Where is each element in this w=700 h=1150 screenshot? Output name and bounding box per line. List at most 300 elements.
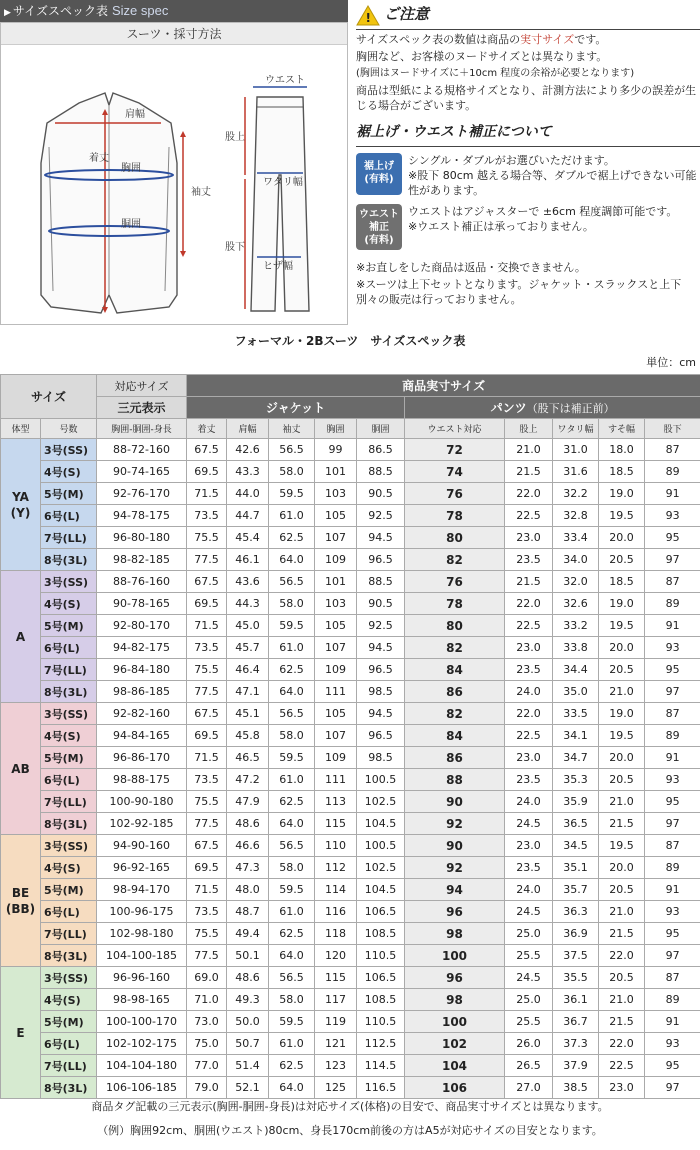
table-cell: 98.5: [357, 681, 405, 703]
table-cell: 5号(M): [41, 879, 97, 901]
triangle-icon: ▶: [4, 8, 11, 18]
table-cell: 45.4: [227, 527, 269, 549]
table-cell: 67.5: [187, 439, 227, 461]
table-cell: 104: [405, 1055, 505, 1077]
table-cell: 19.0: [599, 593, 645, 615]
table-cell: 3号(SS): [41, 703, 97, 725]
table-cell: 69.5: [187, 593, 227, 615]
table-cell: 58.0: [269, 593, 315, 615]
table-cell: 88-76-160: [97, 571, 187, 593]
table-cell: 33.2: [553, 615, 599, 637]
table-cell: 23.0: [505, 747, 553, 769]
note-return: ※お直しをした商品は返品・交換できません。: [356, 261, 586, 274]
table-cell: 37.9: [553, 1055, 599, 1077]
table-cell: 59.5: [269, 1011, 315, 1033]
table-cell: 94.5: [357, 703, 405, 725]
table-cell: 52.1: [227, 1077, 269, 1099]
table-cell: 97: [645, 681, 700, 703]
table-cell: 23.5: [505, 857, 553, 879]
table-cell: 49.4: [227, 923, 269, 945]
table-cell: 32.2: [553, 483, 599, 505]
table-cell: 72: [405, 439, 505, 461]
table-row: [1, 791, 700, 813]
table-cell: 21.0: [505, 439, 553, 461]
table-cell: 43.3: [227, 461, 269, 483]
table-cell: 5号(M): [41, 615, 97, 637]
table-cell: 49.3: [227, 989, 269, 1011]
table-cell: 24.5: [505, 967, 553, 989]
table-cell: 98-86-185: [97, 681, 187, 703]
table-cell: 48.7: [227, 901, 269, 923]
body-type-cell: YA (Y): [1, 439, 41, 571]
table-cell: 94.5: [357, 527, 405, 549]
col-size: サイズ: [1, 375, 97, 419]
table-row: [1, 1055, 700, 1077]
table-cell: 62.5: [269, 791, 315, 813]
table-cell: 36.9: [553, 923, 599, 945]
table-cell: 82: [405, 703, 505, 725]
col-jissun: 商品実寸サイズ: [187, 375, 700, 397]
table-cell: 107: [315, 527, 357, 549]
table-row: [1, 593, 700, 615]
table-cell: 20.0: [599, 857, 645, 879]
table-row: [1, 879, 700, 901]
table-cell: 97: [645, 813, 700, 835]
table-row: [1, 1011, 700, 1033]
table-cell: 8号(3L): [41, 549, 97, 571]
table-cell: 76: [405, 483, 505, 505]
table-cell: 98: [405, 923, 505, 945]
table-cell: 45.1: [227, 703, 269, 725]
table-cell: 98-98-165: [97, 989, 187, 1011]
table-row: [1, 769, 700, 791]
table-cell: 45.8: [227, 725, 269, 747]
table-cell: 56.5: [269, 439, 315, 461]
label-munemawari: 胸囲: [121, 163, 141, 174]
table-cell: 88.5: [357, 571, 405, 593]
table-cell: 98-88-175: [97, 769, 187, 791]
table-cell: 6号(L): [41, 505, 97, 527]
table-cell: 21.0: [599, 989, 645, 1011]
table-cell: 95: [645, 791, 700, 813]
table-cell: 74: [405, 461, 505, 483]
table-cell: 76: [405, 571, 505, 593]
table-cell: 111: [315, 769, 357, 791]
table-cell: 5号(M): [41, 747, 97, 769]
table-cell: 103: [315, 593, 357, 615]
table-cell: 20.5: [599, 659, 645, 681]
table-cell: 75.5: [187, 527, 227, 549]
table-cell: 115: [315, 967, 357, 989]
hemming-title: 裾上げ・ウエスト補正について: [356, 125, 700, 147]
table-cell: 71.0: [187, 989, 227, 1011]
table-cell: 21.0: [599, 901, 645, 923]
table-cell: 75.5: [187, 659, 227, 681]
table-cell: 20.5: [599, 879, 645, 901]
table-cell: 34.4: [553, 659, 599, 681]
table-cell: 35.1: [553, 857, 599, 879]
label-hizahaba: ヒザ幅: [263, 261, 293, 272]
table-cell: 7号(LL): [41, 923, 97, 945]
table-cell: 75.5: [187, 923, 227, 945]
table-cell: 24.0: [505, 791, 553, 813]
table-cell: 98: [405, 989, 505, 1011]
col-matashita: 股下: [645, 419, 700, 439]
notice-title-row: [356, 0, 700, 30]
table-row: [1, 967, 700, 989]
col-pants: パンツ（股下は補正前）: [405, 397, 700, 419]
table-cell: 105: [315, 615, 357, 637]
table-cell: 104.5: [357, 813, 405, 835]
table-cell: 61.0: [269, 637, 315, 659]
table-cell: 96-80-180: [97, 527, 187, 549]
table-cell: 94.5: [357, 637, 405, 659]
table-cell: 86: [405, 681, 505, 703]
table-cell: 64.0: [269, 681, 315, 703]
table-cell: 103: [315, 483, 357, 505]
table-cell: 94-84-165: [97, 725, 187, 747]
unit-label: 単位：cm: [646, 356, 696, 369]
table-cell: 64.0: [269, 549, 315, 571]
table-cell: 113: [315, 791, 357, 813]
table-cell: 18.5: [599, 461, 645, 483]
table-cell: 92-80-170: [97, 615, 187, 637]
col-gousu: 号数: [41, 419, 97, 439]
table-cell: 56.5: [269, 571, 315, 593]
table-cell: 43.6: [227, 571, 269, 593]
table-cell: 64.0: [269, 945, 315, 967]
table-cell: 99: [315, 439, 357, 461]
table-cell: 21.5: [505, 571, 553, 593]
table-row: [1, 681, 700, 703]
col-sodetake: 袖丈: [269, 419, 315, 439]
table-cell: 67.5: [187, 835, 227, 857]
table-cell: 47.1: [227, 681, 269, 703]
table-cell: 100.5: [357, 769, 405, 791]
table-cell: 75.5: [187, 791, 227, 813]
table-cell: 92: [405, 857, 505, 879]
table-cell: 36.3: [553, 901, 599, 923]
table-cell: 50.1: [227, 945, 269, 967]
table-cell: 77.0: [187, 1055, 227, 1077]
table-cell: 77.5: [187, 813, 227, 835]
table-cell: 20.5: [599, 967, 645, 989]
table-cell: 101: [315, 461, 357, 483]
table-cell: 93: [645, 505, 700, 527]
col-kitake: 着丈: [187, 419, 227, 439]
table-cell: 31.6: [553, 461, 599, 483]
table-row: [1, 747, 700, 769]
table-cell: 71.5: [187, 879, 227, 901]
table-cell: 102.5: [357, 791, 405, 813]
table-row: [1, 989, 700, 1011]
table-cell: 88: [405, 769, 505, 791]
table-cell: 21.5: [599, 923, 645, 945]
table-cell: 20.5: [599, 549, 645, 571]
table-cell: 48.6: [227, 967, 269, 989]
table-cell: 47.2: [227, 769, 269, 791]
table-cell: 108.5: [357, 989, 405, 1011]
table-cell: 20.0: [599, 747, 645, 769]
table-cell: 96: [405, 901, 505, 923]
table-cell: 59.5: [269, 879, 315, 901]
table-cell: 109: [315, 659, 357, 681]
table-cell: 75.0: [187, 1033, 227, 1055]
table-cell: 25.0: [505, 923, 553, 945]
col-sangen-sub: 胸囲-胴囲-身長: [97, 419, 187, 439]
table-cell: 6号(L): [41, 637, 97, 659]
table-cell: 21.0: [599, 681, 645, 703]
table-cell: 90.5: [357, 593, 405, 615]
table-cell: 87: [645, 439, 700, 461]
table-cell: 87: [645, 703, 700, 725]
table-cell: 100-100-170: [97, 1011, 187, 1033]
table-cell: 97: [645, 549, 700, 571]
table-cell: 37.3: [553, 1033, 599, 1055]
table-cell: 22.5: [505, 725, 553, 747]
table-row: [1, 439, 700, 461]
table-cell: 112.5: [357, 1033, 405, 1055]
table-cell: 77.5: [187, 945, 227, 967]
table-cell: 27.0: [505, 1077, 553, 1099]
table-cell: 7号(LL): [41, 659, 97, 681]
table-cell: 31.0: [553, 439, 599, 461]
table-cell: 111: [315, 681, 357, 703]
table-cell: 96-84-180: [97, 659, 187, 681]
table-cell: 56.5: [269, 835, 315, 857]
table-cell: 79.0: [187, 1077, 227, 1099]
table-cell: 92: [405, 813, 505, 835]
table-row: [1, 813, 700, 835]
table-cell: 102-98-180: [97, 923, 187, 945]
table-cell: 89: [645, 857, 700, 879]
table-cell: 73.5: [187, 901, 227, 923]
table-row: [1, 1033, 700, 1055]
table-cell: 73.0: [187, 1011, 227, 1033]
table-cell: 35.7: [553, 879, 599, 901]
table-cell: 62.5: [269, 1055, 315, 1077]
table-cell: 69.5: [187, 857, 227, 879]
table-cell: 21.5: [599, 1011, 645, 1033]
table-cell: 120: [315, 945, 357, 967]
table-cell: 94-78-175: [97, 505, 187, 527]
table-cell: 22.5: [599, 1055, 645, 1077]
table-cell: 96-96-160: [97, 967, 187, 989]
table-cell: 121: [315, 1033, 357, 1055]
table-cell: 96.5: [357, 659, 405, 681]
notice-line-2: 胸囲など、お客様のヌードサイズとは異なります。: [356, 50, 608, 63]
table-cell: 90.5: [357, 483, 405, 505]
table-cell: 58.0: [269, 857, 315, 879]
measurement-panel: [0, 22, 348, 325]
table-cell: 101: [315, 571, 357, 593]
table-row: [1, 571, 700, 593]
table-cell: 73.5: [187, 505, 227, 527]
table-cell: 92-76-170: [97, 483, 187, 505]
waist-badge: ウエスト 補正 (有料): [356, 204, 402, 250]
table-cell: 110.5: [357, 945, 405, 967]
table-cell: 67.5: [187, 703, 227, 725]
table-cell: 35.0: [553, 681, 599, 703]
notice-line-1: サイズスペック表の数値は商品の実寸サイズです。: [356, 33, 607, 46]
table-cell: 105: [315, 703, 357, 725]
table-cell: 100-96-175: [97, 901, 187, 923]
table-cell: 33.4: [553, 527, 599, 549]
table-cell: 44.3: [227, 593, 269, 615]
col-munemawari: 胸囲: [315, 419, 357, 439]
label-douimawari: 胴囲: [121, 219, 141, 230]
size-spec-table: [0, 374, 700, 1099]
table-cell: 58.0: [269, 461, 315, 483]
table-row: [1, 703, 700, 725]
suit-diagram: [1, 45, 347, 325]
notice-title: ご注意: [384, 5, 430, 23]
table-cell: 51.4: [227, 1055, 269, 1077]
col-waist: ウエスト対応: [405, 419, 505, 439]
table-cell: 71.5: [187, 615, 227, 637]
table-cell: 20.0: [599, 527, 645, 549]
table-cell: 47.3: [227, 857, 269, 879]
table-row: [1, 857, 700, 879]
table-cell: 104-100-185: [97, 945, 187, 967]
table-cell: 119: [315, 1011, 357, 1033]
table-cell: 61.0: [269, 769, 315, 791]
table-cell: 36.5: [553, 813, 599, 835]
table-cell: 80: [405, 615, 505, 637]
table-cell: 25.5: [505, 1011, 553, 1033]
table-cell: 4号(S): [41, 725, 97, 747]
table-cell: 22.0: [599, 1033, 645, 1055]
table-cell: 94-90-160: [97, 835, 187, 857]
table-cell: 58.0: [269, 725, 315, 747]
table-cell: 4号(S): [41, 857, 97, 879]
table-cell: 69.5: [187, 461, 227, 483]
table-cell: 92.5: [357, 505, 405, 527]
table-cell: 95: [645, 527, 700, 549]
table-cell: 32.6: [553, 593, 599, 615]
table-cell: 7号(LL): [41, 527, 97, 549]
table-cell: 22.0: [599, 945, 645, 967]
table-cell: 100: [405, 945, 505, 967]
table-cell: 92.5: [357, 615, 405, 637]
table-cell: 35.5: [553, 967, 599, 989]
table-cell: 62.5: [269, 659, 315, 681]
table-cell: 20.5: [599, 769, 645, 791]
table-cell: 23.0: [599, 1077, 645, 1099]
table-cell: 110.5: [357, 1011, 405, 1033]
label-watari: ワタリ幅: [263, 177, 303, 188]
table-cell: 6号(L): [41, 901, 97, 923]
table-cell: 90: [405, 835, 505, 857]
table-row: [1, 637, 700, 659]
table-cell: 95: [645, 659, 700, 681]
table-cell: 96-86-170: [97, 747, 187, 769]
table-cell: 90: [405, 791, 505, 813]
table-row: [1, 527, 700, 549]
table-cell: 96-92-165: [97, 857, 187, 879]
table-cell: 25.5: [505, 945, 553, 967]
table-cell: 19.5: [599, 725, 645, 747]
table-cell: 62.5: [269, 527, 315, 549]
table-cell: 22.0: [505, 483, 553, 505]
spec-header: [0, 0, 348, 22]
table-cell: 97: [645, 1077, 700, 1099]
table-cell: 8号(3L): [41, 681, 97, 703]
label-katahaba: 肩幅: [125, 109, 145, 120]
table-cell: 98.5: [357, 747, 405, 769]
table-cell: 69.5: [187, 725, 227, 747]
table-cell: 77.5: [187, 549, 227, 571]
table-cell: 64.0: [269, 1077, 315, 1099]
table-cell: 115: [315, 813, 357, 835]
table-cell: 82: [405, 549, 505, 571]
table-row: [1, 549, 700, 571]
table-cell: 3号(SS): [41, 571, 97, 593]
table-row: [1, 505, 700, 527]
svg-text:!: !: [365, 10, 371, 25]
table-cell: 98-94-170: [97, 879, 187, 901]
table-cell: 8号(3L): [41, 813, 97, 835]
table-cell: 89: [645, 461, 700, 483]
body-type-cell: A: [1, 571, 41, 703]
table-cell: 19.0: [599, 703, 645, 725]
body-type-cell: AB: [1, 703, 41, 835]
table-cell: 100: [405, 1011, 505, 1033]
table-cell: 19.5: [599, 835, 645, 857]
table-cell: 90-78-165: [97, 593, 187, 615]
table-cell: 69.0: [187, 967, 227, 989]
table-cell: 108.5: [357, 923, 405, 945]
table-cell: 23.0: [505, 835, 553, 857]
table-cell: 109: [315, 549, 357, 571]
table-cell: 93: [645, 637, 700, 659]
table-cell: 36.7: [553, 1011, 599, 1033]
label-kitake: 着丈: [89, 153, 109, 164]
table-cell: 95: [645, 1055, 700, 1077]
label-waist: ウエスト: [265, 75, 305, 86]
table-cell: 46.6: [227, 835, 269, 857]
table-cell: 34.0: [553, 549, 599, 571]
table-cell: 107: [315, 637, 357, 659]
table-row: [1, 901, 700, 923]
table-cell: 45.0: [227, 615, 269, 637]
table-cell: 82: [405, 637, 505, 659]
col-jacket: ジャケット: [187, 397, 405, 419]
table-cell: 35.3: [553, 769, 599, 791]
table-cell: 46.5: [227, 747, 269, 769]
header-title-en: Size spec: [111, 3, 169, 18]
table-cell: 48.6: [227, 813, 269, 835]
table-cell: 24.5: [505, 813, 553, 835]
table-cell: 45.7: [227, 637, 269, 659]
table-cell: 87: [645, 835, 700, 857]
table-cell: 95: [645, 923, 700, 945]
table-cell: 94-82-175: [97, 637, 187, 659]
table-cell: 59.5: [269, 483, 315, 505]
notice-line-4: 商品は型紙による規格サイズとなり、計測方法により多少の誤差が生じる場合がございます。: [356, 84, 697, 112]
table-cell: 80: [405, 527, 505, 549]
table-row: [1, 461, 700, 483]
table-cell: 3号(SS): [41, 835, 97, 857]
table-cell: 33.5: [553, 703, 599, 725]
table-cell: 110: [315, 835, 357, 857]
table-cell: 59.5: [269, 747, 315, 769]
table-cell: 21.5: [599, 813, 645, 835]
col-matagami: 股上: [505, 419, 553, 439]
table-cell: 91: [645, 747, 700, 769]
table-cell: 107: [315, 725, 357, 747]
table-cell: 4号(S): [41, 593, 97, 615]
